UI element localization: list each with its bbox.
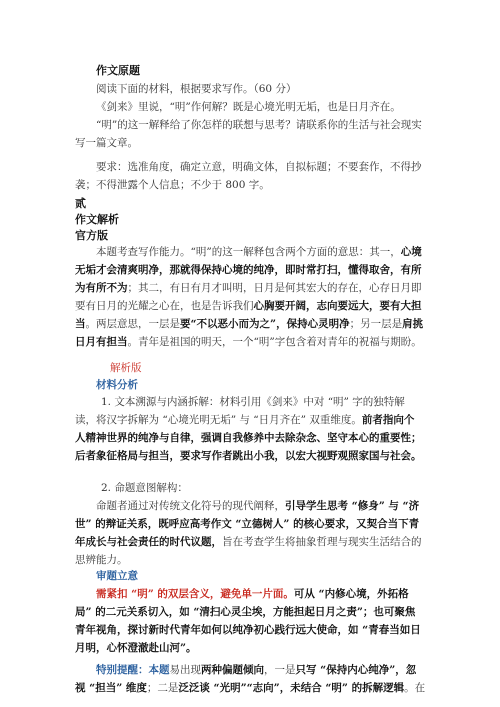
paragraph-line: 局” 的二元关系切入，如 “清扫心灵尘埃，方能担起日月之责”；也可聚焦	[75, 606, 416, 618]
prompt-line: “明”的这一解释给了你怎样的联想与思考？请联系你的生活与社会现实	[96, 119, 422, 131]
paragraph-line: 日月有担当。青年是祖国的明天，一个“明”字包含着对青年的祝福与期盼。	[75, 336, 422, 348]
paragraph-line: 视 “担当” 维度；二是泛泛谈 “光明”“志向”，未结合 “明” 的拆解逻辑。在	[75, 682, 426, 694]
analysis-version-label: 解析版	[110, 362, 142, 374]
section-title-original-prompt: 作文原题	[96, 64, 140, 77]
prompt-line: 写一篇文章。	[75, 137, 138, 149]
paragraph-line: 年成长与社会责任的时代议题，旨在考查学生将抽象哲理与现实生活结合的	[75, 536, 422, 548]
section-title-analysis: 作文解析	[75, 213, 119, 226]
paragraph-line: 要有日月的光耀之心在，也是告诉我们心胸要开阔，志向要远大，要有大担	[75, 300, 422, 312]
material-analysis-heading: 材料分析	[96, 379, 138, 391]
paragraph-line: 需紧扣 “明” 的双层含义，避免单一片面。可从 “内修心境，外拓格	[96, 588, 409, 600]
paragraph-line: 当。两层意思，一层是要“不以恶小而为之”，保持心灵明净；另一层是肩挑	[75, 318, 424, 330]
paragraph-line: 命题者通过对传统文化符号的现代阐释，引导学生思考 “修身” 与 “济	[96, 500, 420, 512]
paragraph-line: 1. 文本溯源与内涵拆解：材料引用《剑来》中对 “明” 字的独特解	[101, 396, 405, 408]
prompt-line: 阅读下面的材料，根据要求写作。（60 分）	[96, 83, 297, 95]
requirement-line: 要求：选准角度，确定立意，明确文体，自拟标题；不要套作，不得抄	[96, 161, 422, 173]
prompt-line: 《剑来》里说，“明”作何解？既是心境光明无垢，也是日月齐在。	[96, 101, 401, 113]
paragraph-line: 思辨能力。	[75, 554, 128, 566]
paragraph-line: 读，将汉字拆解为 “心境光明无垢” 与 “日月齐在” 双重维度。前者指向个	[75, 414, 415, 426]
paragraph-line: 青年视角，探讨新时代青年如何以纯净初心践行远大使命，如 “青春当如日	[75, 624, 421, 636]
paragraph-line: 2. 命题意图解构：	[101, 482, 188, 494]
paragraph-line: 世” 的辩证关系，既呼应高考作文 “立德树人” 的核心要求，又契合当下青	[75, 518, 420, 530]
paragraph-line: 月明，心怀澄澈赴山河”。	[75, 642, 197, 654]
paragraph-line: 人精神世界的纯净与自律，强调自我修养中去除杂念、坚守本心的重要性；	[75, 432, 422, 444]
paragraph-line: 为有所不为；其二，有日有月才叫明，日月是何其宏大的存在，心存日月即	[75, 282, 422, 294]
official-version-label: 官方版	[75, 229, 108, 242]
paragraph-line: 特别提醒：本题易出现两种偏题倾向，一是只写 “保持内心纯净”，忽	[96, 664, 417, 676]
topic-intent-heading: 审题立意	[96, 570, 138, 582]
requirement-line: 袭；不得泄露个人信息；不少于 800 字。	[75, 179, 270, 191]
section-number: 贰	[75, 197, 86, 210]
paragraph-line: 后者象征格局与担当，要求写作者跳出小我，以宏大视野观照家国与社会。	[75, 450, 422, 462]
paragraph-line: 本题考查写作能力。“明”的这一解释包含两个方面的意思：其一，心境	[96, 246, 422, 258]
paragraph-line: 无垢才会清爽明净，那就得保持心境的纯净，即时常打扫，懂得取舍，有所	[75, 264, 422, 276]
